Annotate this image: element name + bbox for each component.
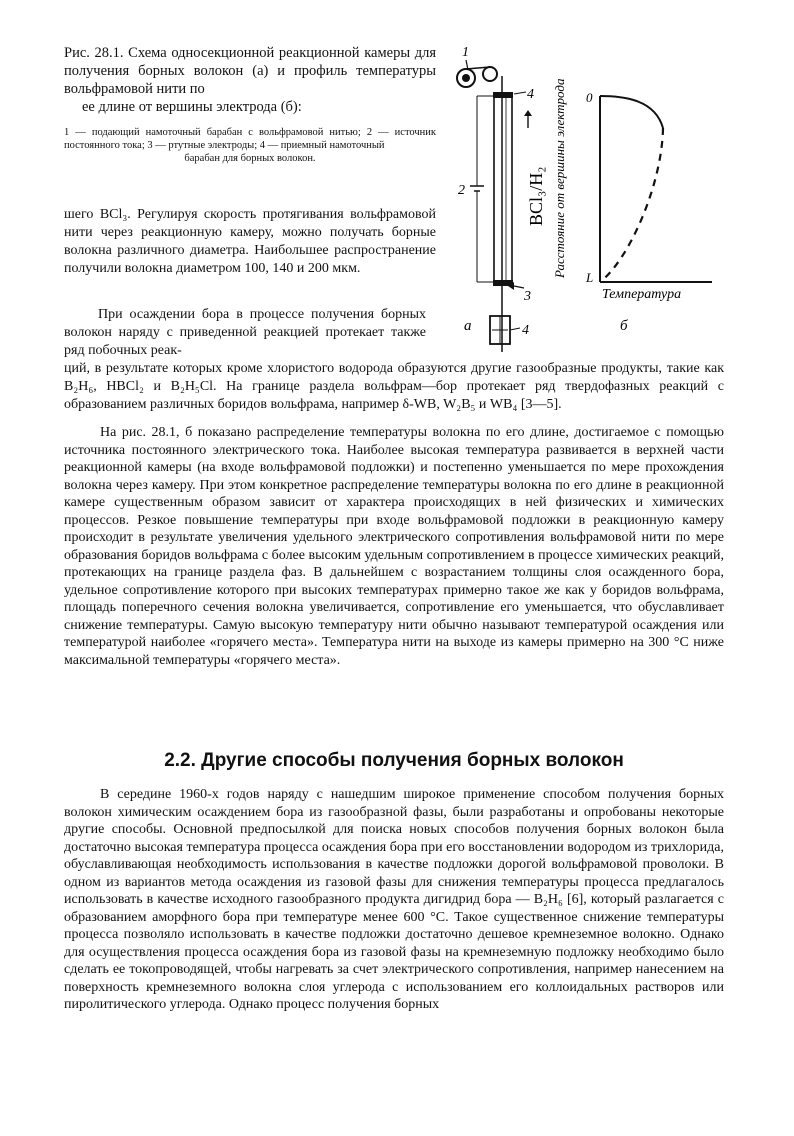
label-1: 1	[462, 45, 469, 60]
gas-label: BCl₃/H₂	[526, 166, 546, 226]
caption-line-1: Рис. 28.1. Схема односекционной реакционной камеры для получения борных волокон (а) и профиль температуры вольфрамовой нити по	[64, 45, 436, 97]
reaction-chamber	[493, 92, 513, 286]
origin-label: 0	[586, 90, 593, 105]
paragraph-2-start: При осаждении бора в процессе получения борных волокон наряду с приведенной реакцией протекает также ряд побочных реак-	[64, 307, 426, 358]
panel-a-label: а	[464, 318, 472, 334]
profile-solid-curve	[600, 96, 663, 128]
label-2: 2	[458, 183, 465, 198]
temperature-profile-plot	[552, 78, 712, 302]
feed-spool-icon	[457, 67, 497, 87]
section-heading: 2.2. Другие способы получения борных волокон	[164, 750, 624, 771]
x-axis-title: Температура	[602, 287, 682, 302]
figure-caption	[64, 44, 436, 116]
paragraph-3: На рис. 28.1, б показано распределение температуры волокна по его длине, достигаемое с помощью источника постоянного электрического тока. Наиболее высокая температура развивается в верхней части реакционной камеры (на входе вольфрамовой подложки) и постепенно уменьшается по мере прохождения волокна через камеру. При этом конкретное распределение температуры волокна по его длине в реакционной камере существенным образом зависит от характера происходящих в ней физических и химических процессов. Резкое повышение температуры при входе вольфрамовой подложки в реакционную камеру происходит в результате увеличения удельного электрического сопротивления вольфрамовой нити по мере образования боридов вольфрама с более высоким удельным сопротивлением в процессе химических реакций, протекающих на границе раздела фаз. В дальнейшем с возрастанием толщины слоя осажденного бора, удельное сопротивление которого при высоких температурах примерно такое же как у боридов вольфрама, площадь поперечного сечения волокна увеличивается, сопротивление его уменьшается, что обуславливает снижение температуры. Самую высокую температуру нити обычно называют температурой осаждения или температурой наиболее «горячего места». Температура нити на выходе из камеры примерно на 300 °С ниже максимальной температуры «горячего места».	[64, 425, 724, 668]
paragraph-1	[64, 206, 436, 278]
caption-line-2: ее длине от вершины электрода (б):	[82, 99, 302, 115]
figure-legend	[64, 126, 436, 165]
legend-text: 1 — подающий намоточный барабан с вольфрамовой нитью; 2 — источник постоянного тока; 3 — ртутные электроды; 4 — приемный намоточный	[64, 127, 436, 151]
paragraph-4: В середине 1960-х годов наряду с нашедшим широкое применение способом получения борных волокон химическим осаждением бора из газообразной фазы, были разработаны и опробованы некоторые другие способы. Основной предпосылкой для поиска новых способов получения борных волокон была достаточно высокая температура процесса осаждения бора при его восстановлении водородом из трихлорида, обуславливающая необходимость использования в качестве подложки дорогой вольфрамовой проволоки. В одном из вариантов метода осаждения из газовой фазы для снижения температуры процесса предлагалось использовать в качестве исходного газообразного продукта дигидрид бора — B₂H₆ [6], который разлагается с образованием аморфного бора при температуре менее 600 °С. Такое существенное снижение температуры процесса позволяло использовать в качестве подложки достаточно дешевое кремнеземное волокно. Однако для осуществления процесса осаждения бора из газовой фазы на кремнеземную подложку необходимо было сделать ее токопроводящей, чтобы нагревать за счет электрического сопротивления, например нанесением на поверхность кремнеземного волокна слоя углерода с использованием его коллоидальных растворов или пиролитического углерода. Однако процесс получения борных	[64, 787, 724, 1012]
label-3: 3	[524, 289, 531, 304]
label-4-top: 4	[527, 87, 534, 102]
length-label: L	[586, 270, 594, 285]
paragraph-2-cont: ций, в результате которых кроме хлористого водорода образуются другие газообразные продукты, такие как B₂H₆, HBCl₂ и B₂H₅Cl. На границе раздела вольфрам—бор протекает ряд твердофазных реакций с образованием различных боридов вольфрама, например δ-WB, W₂B₅ и WB₄ [3—5].	[64, 361, 724, 412]
gas-arrow-icon	[524, 110, 532, 128]
power-source-icon	[470, 96, 494, 282]
panel-b-label: б	[620, 318, 628, 334]
y-axis-title: Расстояние от вершины электрода	[552, 78, 567, 278]
profile-dashed-curve	[600, 128, 663, 282]
paragraph-1-text: шего BCl₃. Регулируя скорость протягивания вольфрамовой нити через реакционную камеру, можно получать борные волокна различного диаметра. Наибольшее распространение получили волокна диаметром 100, 140 и 200 мкм.	[64, 207, 436, 276]
label-4-bottom: 4	[522, 323, 529, 338]
legend-text-last: барабан для борных волокон.	[184, 153, 316, 164]
paragraph-2	[64, 306, 724, 414]
